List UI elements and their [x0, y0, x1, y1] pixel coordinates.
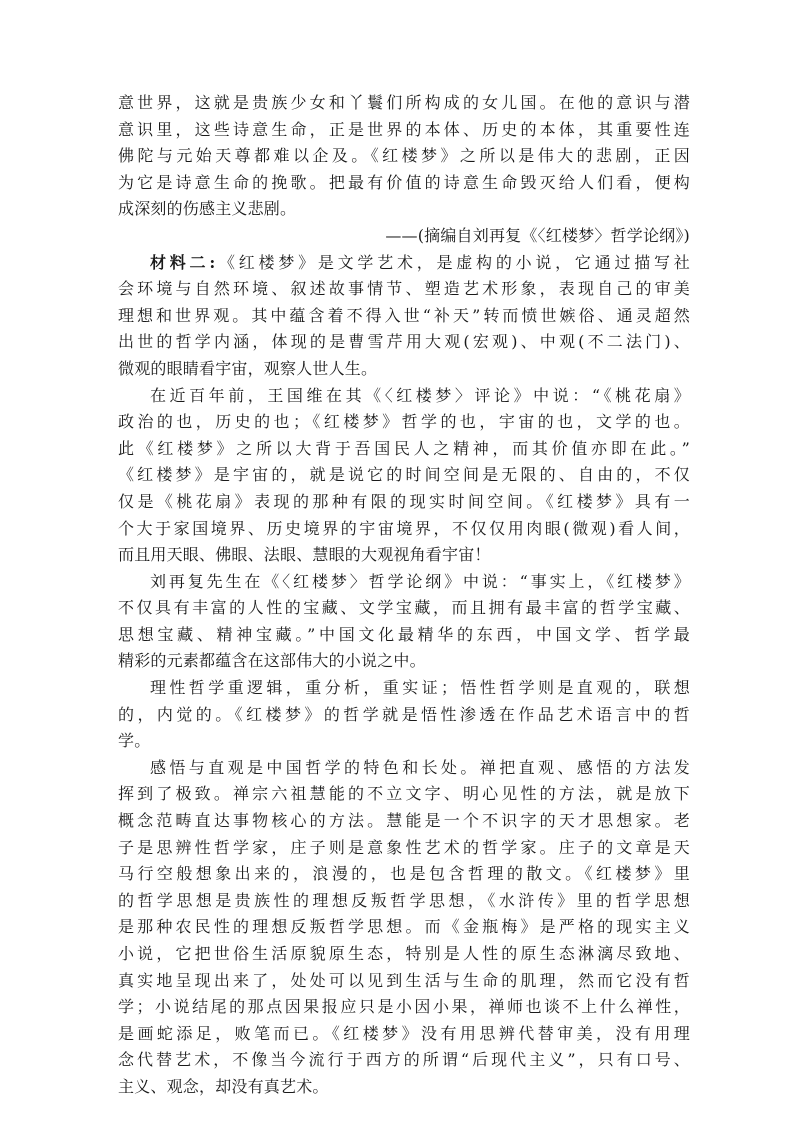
text-line-with-label — [118, 250, 690, 277]
paragraph-5 — [118, 675, 690, 755]
text-line: 为它是诗意生命的挽歌。把最有价值的诗意生命毁灭给人们看，便构 — [118, 172, 690, 192]
text-line: 出世的哲学内涵，体现的是曹雪芹用大观(宏观)、中观(不二法门)、 — [118, 332, 690, 352]
paragraph-2 — [118, 250, 690, 383]
text-line: 主义、观念，却没有真艺术。 — [118, 1076, 329, 1096]
text-line: 真实地呈现出来了，处处可以见到生活与生命的肌理，然而它没有哲 — [118, 970, 690, 990]
text-line: 理性哲学重逻辑，重分析，重实证；悟性哲学则是直观的，联想 — [150, 678, 690, 698]
text-fragment: 《红楼梦》是文学艺术，是虚构的小说，它通过描写社 — [215, 252, 690, 272]
text-line: 念代替艺术，不像当今流行于西方的所谓“后现代主义”，只有口号、 — [118, 1050, 690, 1070]
text-line: 在近百年前，王国维在其《〈红楼梦〉评论》中说：“《桃花扇》 — [150, 385, 690, 405]
text-line: 子是思辨性哲学家，庄子则是意象性艺术的哲学家。庄子的文章是天 — [118, 837, 690, 857]
paragraph-6 — [118, 755, 690, 1101]
text-line: 理想和世界观。其中蕴含着不得入世“补天”转而愤世嫉俗、通灵超然 — [118, 305, 690, 325]
paragraph-4 — [118, 569, 690, 675]
paragraph-1 — [118, 90, 690, 223]
text-line: 政治的也，历史的也；《红楼梦》哲学的也，宇宙的也，文学的也。 — [118, 412, 690, 432]
text-line: 马行空般想象出来的，浪漫的，也是包含哲理的散文。《红楼梦》里 — [118, 864, 690, 884]
text-line: 仅是《桃花扇》表现的那种有限的现实时间空间。《红楼梦》具有一 — [118, 491, 690, 511]
text-line: 会环境与自然环境、叙述故事情节、塑造艺术形象，表现自己的审美 — [118, 279, 690, 299]
text-line: 意世界，这就是贵族少女和丫鬟们所构成的女儿国。在他的意识与潜 — [118, 93, 690, 112]
text-line: 概念范畴直达事物核心的方法。慧能是一个不识字的天才思想家。老 — [118, 811, 690, 831]
text-line: 学；小说结尾的那点因果报应只是小因小果，禅师也谈不上什么禅性， — [118, 997, 690, 1017]
text-line: 的哲学思想是贵族性的理想反叛哲学思想，《水浒传》里的哲学思想 — [118, 890, 690, 910]
material-label: 材料二: — [150, 252, 216, 272]
text-line: 是那种农民性的理想反叛哲学思想。而《金瓶梅》是严格的现实主义 — [118, 917, 690, 937]
text-line: 思想宝藏、精神宝藏。”中国文化最精华的东西，中国文学、哲学最 — [118, 624, 690, 644]
text-line: 此《红楼梦》之所以大背于吾国民人之精神，而其价值亦即在此。” — [118, 438, 690, 458]
document-body — [118, 90, 690, 1101]
text-line: 是画蛇添足，败笔而已。《红楼梦》没有用思辨代替审美，没有用理 — [118, 1023, 690, 1043]
text-line: 挥到了极致。禅宗六祖慧能的不立文字、明心见性的方法，就是放下 — [118, 784, 690, 804]
text-line: 感悟与直观是中国哲学的特色和长处。禅把直观、感悟的方法发 — [150, 757, 690, 777]
text-line: 不仅具有丰富的人性的宝藏、文学宝藏，而且拥有最丰富的哲学宝藏、 — [118, 598, 690, 618]
text-line: 个大于家国境界、历史境界的宇宙境界，不仅仅用肉眼(微观)看人间， — [118, 518, 690, 538]
text-line: 刘再复先生在《〈红楼梦〉哲学论纲》中说：“事实上，《红楼梦》 — [150, 571, 690, 591]
text-line: 的，内觉的。《红楼梦》的哲学就是悟性渗透在作品艺术语言中的哲 — [118, 704, 690, 724]
citation: ——(摘编自刘再复《〈红楼梦〉哲学论纲》) — [385, 225, 690, 245]
text-line: 精彩的元素都蕴含在这部伟大的小说之中。 — [118, 651, 426, 671]
text-line: 《红楼梦》是宇宙的，就是说它的时间空间是无限的、自由的，不仅 — [118, 465, 690, 485]
text-line: 意识里，这些诗意生命，正是世界的本体、历史的本体，其重要性连 — [118, 119, 690, 139]
text-line: 而且用天眼、佛眼、法眼、慧眼的大观视角看宇宙！ — [118, 545, 491, 565]
text-line: 学。 — [118, 731, 151, 751]
text-line: 微观的眼睛看宇宙，观察人世人生。 — [118, 358, 378, 378]
text-line: 成深刻的伤感主义悲剧。 — [118, 199, 297, 219]
paragraph-3 — [118, 383, 690, 569]
text-line: 佛陀与元始天尊都难以企及。《红楼梦》之所以是伟大的悲剧，正因 — [118, 146, 690, 166]
text-line: 小说，它把世俗生活原貌原生态，特别是人性的原生态淋漓尽致地、 — [118, 944, 690, 963]
